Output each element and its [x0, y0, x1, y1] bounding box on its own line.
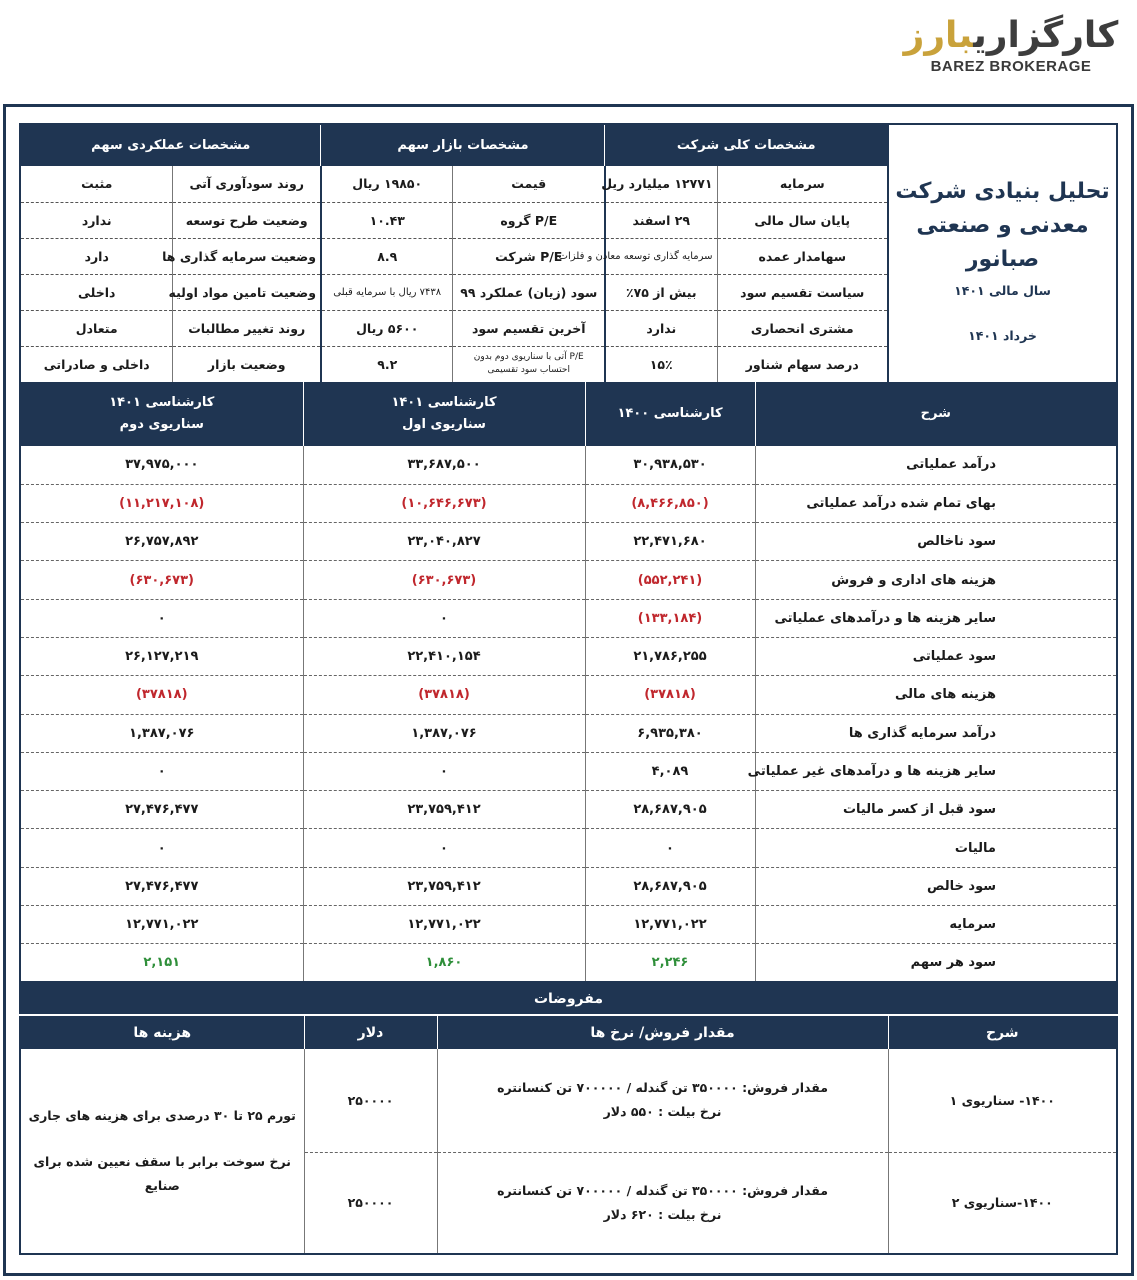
income-value-1400: ۴,۰۸۹ — [585, 752, 755, 790]
brand-name-fa: کارگزاریبارز — [903, 15, 1119, 56]
income-value-1400: ۳۰,۹۳۸,۵۳۰ — [585, 446, 755, 484]
income-value-scenario2: ۲۶,۷۵۷,۸۹۲ — [20, 523, 303, 561]
income-row — [20, 714, 1117, 752]
income-value-1400: ۲۸,۶۸۷,۹۰۵ — [585, 791, 755, 829]
assump-col-sales: مقدار فروش/ نرخ ها — [437, 1015, 888, 1049]
income-row — [20, 561, 1117, 599]
income-row — [20, 523, 1117, 561]
specs-row: درصد سهام شناور ۱۵٪ P/E آتی با سناریوی دوم بدون احتساب سود تقسیمی ۹.۲ وضعیت بازار داخلی و صادراتی — [20, 346, 1117, 382]
col-scenario1: کارشناسی ۱۴۰۱ سناریوی اول — [303, 382, 585, 446]
income-value-scenario1: ۳۳,۶۸۷,۵۰۰ — [303, 446, 585, 484]
income-row — [20, 637, 1117, 675]
income-value-scenario1: (۳۷۸۱۸) — [303, 676, 585, 714]
income-label: سود هر سهم — [755, 944, 1117, 982]
income-value-scenario1: ۲۳,۷۵۹,۴۱۲ — [303, 867, 585, 905]
report-title-line2: معدنی و صنعتی صبانور — [916, 213, 1089, 272]
col-scenario2: کارشناسی ۱۴۰۱ سناریوی دوم — [20, 382, 303, 446]
income-value-scenario2: (۱۱,۲۱۷,۱۰۸) — [20, 484, 303, 522]
income-value-1400: (۸,۴۶۶,۸۵۰) — [585, 484, 755, 522]
report-title-line1: تحلیل بنیادی شرکت — [895, 179, 1110, 204]
costs-cell: تورم ۲۵ تا ۳۰ درصدی برای هزینه های جاری نرخ سوخت برابر با سقف نعیین شده برای صنایع — [28, 1108, 296, 1194]
income-label: سود قبل از کسر مالیات — [755, 791, 1117, 829]
income-value-scenario1: ۲۳,۰۴۰,۸۲۷ — [303, 523, 585, 561]
income-row — [20, 599, 1117, 637]
income-value-scenario1: ۱,۳۸۷,۰۷۶ — [303, 714, 585, 752]
income-row — [20, 791, 1117, 829]
assump-col-costs: هزینه ها — [20, 1015, 304, 1049]
specs-row: سیاست تقسیم سود بیش از ۷۵٪ سود (زیان) عملکرد ۹۹ ۷۴۳۸ ریال با سرمایه قبلی وضعیت تامین مواد اولیه داخلی — [20, 274, 1117, 310]
header-performance: مشخصات عملکردی سهم — [20, 124, 321, 166]
assump-col-desc: شرح — [888, 1015, 1117, 1049]
specs-row: پایان سال مالی ۲۹ اسفند P/E گروه ۱۰.۴۳ وضعیت طرح توسعه ندارد — [20, 202, 1117, 238]
income-value-scenario1: ۲۳,۷۵۹,۴۱۲ — [303, 791, 585, 829]
header-company: مشخصات کلی شرکت — [605, 124, 888, 166]
income-value-scenario2: ۳۷,۹۷۵,۰۰۰ — [20, 446, 303, 484]
assumption-row: ۱۴۰۰- سناریوی ۱ مقدار فروش: ۳۵۰۰۰۰ تن گندله / ۷۰۰۰۰۰ تن کنسانتره نرخ بیلت : ۵۵۰ دلار ۲۵۰۰۰۰ تورم ۲۵ تا ۳۰ درصدی برای هزینه های جاری نرخ سوخت برابر با سقف نعیین شده برای صنایع — [20, 1049, 1117, 1152]
income-label: بهای تمام شده درآمد عملیاتی — [755, 484, 1117, 522]
income-value-1400: (۱۳۳,۱۸۴) — [585, 599, 755, 637]
income-row — [20, 944, 1117, 982]
income-label: درآمد عملیاتی — [755, 446, 1117, 484]
income-label: سایر هزینه ها و درآمدهای غیر عملیاتی — [755, 752, 1117, 790]
income-row — [20, 906, 1117, 944]
income-label: سود خالص — [755, 867, 1117, 905]
income-value-scenario2: ۰ — [20, 599, 303, 637]
income-label: هزینه های اداری و فروش — [755, 561, 1117, 599]
income-value-1400: ۲,۲۴۶ — [585, 944, 755, 982]
income-table — [19, 382, 1118, 983]
income-rows — [20, 446, 1117, 982]
income-value-scenario2: ۲,۱۵۱ — [143, 955, 181, 971]
income-row — [20, 829, 1117, 867]
income-value-1400: ۱۲,۷۷۱,۰۲۲ — [585, 906, 755, 944]
brand-logo — [901, 14, 1121, 86]
income-label: سرمایه — [755, 906, 1117, 944]
report-content — [21, 123, 1118, 1255]
income-value-scenario2: ۲۷,۴۷۶,۴۷۷ — [20, 867, 303, 905]
income-row — [20, 867, 1117, 905]
income-label: سایر هزینه ها و درآمدهای عملیاتی — [755, 599, 1117, 637]
income-value-scenario2: (۶۳۰,۶۷۳) — [20, 561, 303, 599]
income-value-scenario1: ۰ — [303, 829, 585, 867]
income-label: درآمد سرمایه گذاری ها — [755, 714, 1117, 752]
income-row — [20, 446, 1117, 484]
income-label: هزینه های مالی — [755, 676, 1117, 714]
specs-table — [19, 123, 1118, 382]
income-row — [20, 676, 1117, 714]
income-value-scenario1: ۱۲,۷۷۱,۰۲۲ — [303, 906, 585, 944]
fiscal-year: سال مالی ۱۴۰۱ — [954, 283, 1051, 298]
income-value-1400: ۲۱,۷۸۶,۲۵۵ — [585, 637, 755, 675]
income-value-scenario1: ۲۲,۴۱۰,۱۵۴ — [303, 637, 585, 675]
income-label: سود عملیاتی — [755, 637, 1117, 675]
income-value-scenario2: ۱۲,۷۷۱,۰۲۲ — [20, 906, 303, 944]
income-value-1400: ۲۸,۶۸۷,۹۰۵ — [585, 867, 755, 905]
report-title-block — [888, 124, 1117, 382]
income-value-scenario1: ۰ — [303, 752, 585, 790]
income-row — [20, 752, 1117, 790]
specs-row: سهامدار عمده سرمایه گذاری توسعه معادن و فلزات P/E شرکت ۸.۹ وضعیت سرمایه گذاری ها دارد — [20, 238, 1117, 274]
income-value-1400: ۲۲,۴۷۱,۶۸۰ — [585, 523, 755, 561]
income-value-scenario1: ۱,۸۶۰ — [303, 944, 585, 982]
header-market: مشخصات بازار سهم — [321, 124, 605, 166]
income-value-scenario2: (۳۷۸۱۸) — [20, 676, 303, 714]
income-label: مالیات — [755, 829, 1117, 867]
income-value-scenario2: ۱,۳۸۷,۰۷۶ — [20, 714, 303, 752]
specs-row: سرمایه ۱۲۷۷۱ میلیارد ریل قیمت ۱۹۸۵۰ ریال روند سودآوری آتی مثبت — [20, 166, 1117, 202]
report-date: خرداد ۱۴۰۱ — [968, 328, 1037, 343]
assump-col-dollar: دلار — [304, 1015, 437, 1049]
income-row — [20, 484, 1117, 522]
assumptions-caption: مفروضات — [20, 983, 1117, 1015]
income-label: سود ناخالص — [755, 523, 1117, 561]
assumption-row: ۱۴۰۰-سناریوی ۲ مقدار فروش: ۳۵۰۰۰۰ تن گندله / ۷۰۰۰۰۰ تن کنسانتره نرخ بیلت : ۶۲۰ دلار ۲۵۰۰۰۰ — [20, 1152, 1117, 1254]
income-value-scenario1: (۱۰,۶۴۶,۶۷۳) — [303, 484, 585, 522]
income-value-scenario2: ۰ — [20, 752, 303, 790]
income-value-scenario2: ۲۷,۴۷۶,۴۷۷ — [20, 791, 303, 829]
brand-name-en: BAREZ BROKERAGE — [930, 58, 1092, 75]
income-value-scenario1: ۰ — [303, 599, 585, 637]
income-value-1400: (۳۷۸۱۸) — [585, 676, 755, 714]
col-1400: کارشناسی ۱۴۰۰ — [585, 382, 755, 446]
specs-row: مشتری انحصاری ندارد آخرین تقسیم سود ۵۶۰۰ ریال روند تغییر مطالبات متعادل — [20, 310, 1117, 346]
income-value-1400: ۰ — [585, 829, 755, 867]
income-value-scenario1: (۶۳۰,۶۷۳) — [303, 561, 585, 599]
col-desc: شرح — [755, 382, 1117, 446]
income-value-scenario2: ۲۶,۱۲۷,۲۱۹ — [20, 637, 303, 675]
income-value-1400: (۵۵۲,۲۴۱) — [585, 561, 755, 599]
income-value-scenario2: ۰ — [20, 829, 303, 867]
income-value-1400: ۶,۹۳۵,۳۸۰ — [585, 714, 755, 752]
assumptions-table — [19, 983, 1118, 1255]
